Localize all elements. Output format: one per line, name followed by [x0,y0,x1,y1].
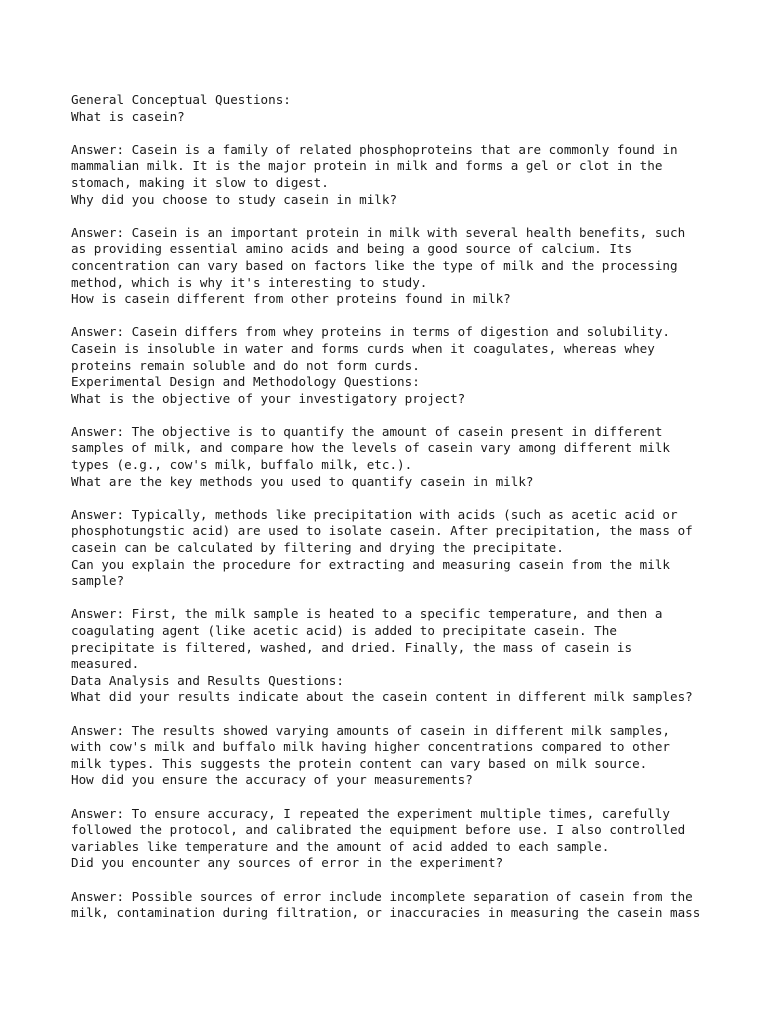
text-line: proteins remain soluble and do not form curds. [71,357,420,373]
text-line: as providing essential amino acids and being a good source of calcium. Its [71,241,633,257]
text-line: General Conceptual Questions: [71,92,291,107]
blank-line [71,490,761,507]
text-line: Answer: Possible sources of error include incomplete separation of casein from the [71,888,693,904]
text-line: What is the objective of your investigatory project? [71,390,466,406]
blank-line [71,208,761,225]
text-line: casein can be calculated by filtering and drying the precipitate. [71,540,564,556]
text-line: Answer: The objective is to quantify the amount of casein present in different [71,423,663,439]
text-line: variables like temperature and the amount of acid added to each sample. [71,838,610,854]
text-line: with cow's milk and buffalo milk having higher concentrations compared to other [71,739,670,755]
text-line: precipitate is filtered, washed, and dried. Finally, the mass of casein is [71,639,633,655]
text-line: Experimental Design and Methodology Questions: [71,374,420,390]
text-line: Answer: Typically, methods like precipitation with acids (such as acetic acid or [71,506,678,522]
text-line: Answer: Casein is an important protein in milk with several health benefits, such [71,224,686,240]
text-line: samples of milk, and compare how the levels of casein vary among different milk [71,440,670,456]
text-line: What are the key methods you used to quantify casein in milk? [71,473,534,489]
text-line: milk types. This suggests the protein content can vary based on milk source. [71,755,648,771]
text-line: sample? [71,573,125,589]
text-line: coagulating agent (like acetic acid) is added to precipitate casein. The [71,623,617,638]
text-line: mammalian milk. It is the major protein in milk and forms a gel or clot in the [71,158,663,174]
blank-line [71,706,761,723]
text-line: followed the protocol, and calibrated the equipment before use. I also controlled [71,822,686,838]
text-line: Can you explain the procedure for extracting and measuring casein from the milk [71,556,670,572]
text-line: stomach, making it slow to digest. [71,174,329,190]
blank-line [71,308,761,325]
text-line: How did you ensure the accuracy of your measurements? [71,772,473,788]
text-line: Answer: To ensure accuracy, I repeated the experiment multiple times, carefully [71,805,670,821]
text-line: concentration can vary based on factors like the type of milk and the processing [71,257,678,273]
text-line: What is casein? [71,108,185,124]
document-text [71,92,761,922]
text-line: method, which is why it's interesting to study. [71,274,428,290]
blank-line [71,125,761,142]
text-line: milk, contamination during filtration, or inaccuracies in measuring the casein mass [71,905,701,921]
text-line: Answer: The results showed varying amounts of casein in different milk samples, [71,722,670,738]
text-line: What did your results indicate about the casein content in different milk samples? [71,689,693,705]
blank-line [71,407,761,424]
text-line: Why did you choose to study casein in milk? [71,191,398,207]
text-line: Answer: Casein differs from whey proteins in terms of digestion and solubility. [71,324,670,340]
blank-line [71,590,761,607]
text-line: How is casein different from other proteins found in milk? [71,291,511,307]
text-line: types (e.g., cow's milk, buffalo milk, etc.). [71,457,413,473]
text-line: Answer: Casein is a family of related phosphoproteins that are commonly found in [71,141,678,157]
text-line: Answer: First, the milk sample is heated to a specific temperature, and then a [71,606,663,622]
text-line: Data Analysis and Results Questions: [71,672,344,688]
text-line: Casein is insoluble in water and forms curds when it coagulates, whereas whey [71,340,655,356]
blank-line [71,789,761,806]
blank-line [71,872,761,889]
text-line: Did you encounter any sources of error in the experiment? [71,855,504,871]
text-line: phosphotungstic acid) are used to isolate casein. After precipitation, the mass of [71,523,693,539]
text-line: measured. [71,656,140,672]
